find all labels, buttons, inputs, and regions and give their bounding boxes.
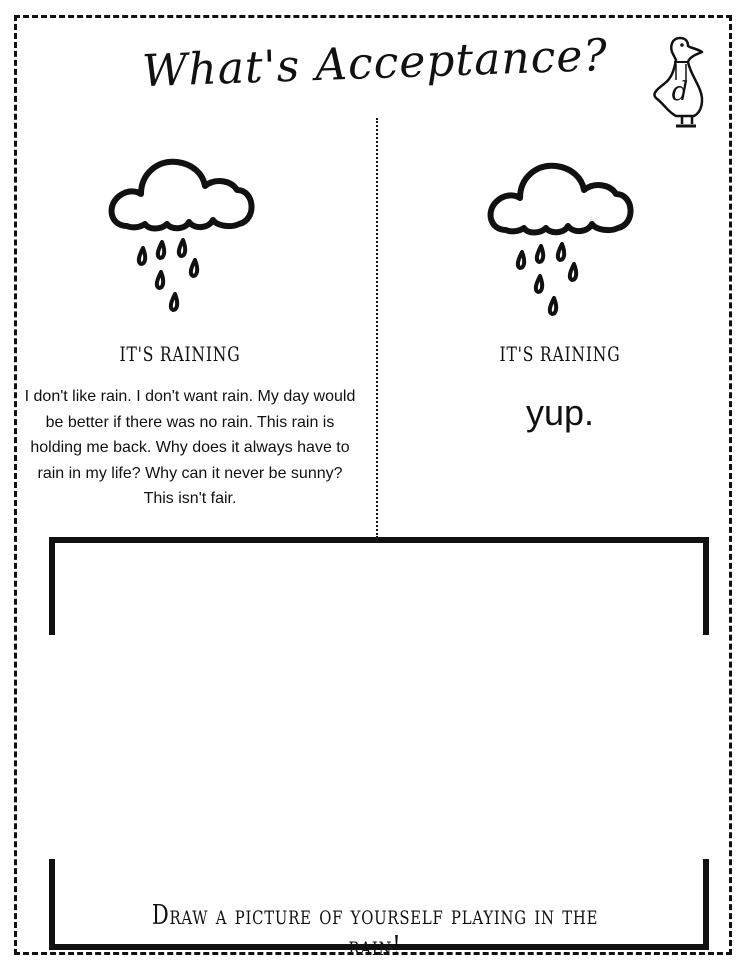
drawing-area-frame[interactable] — [49, 537, 709, 950]
right-label: IT'S RAINING — [499, 342, 621, 366]
rain-cloud-icon — [484, 152, 634, 327]
right-body-text: yup. — [525, 392, 595, 433]
footer-instruction: Draw a picture of yourself playing in the rain! — [151, 900, 599, 962]
left-label: IT'S RAINING — [119, 342, 241, 366]
rain-cloud-icon — [105, 148, 255, 323]
duck-logo-icon — [650, 34, 710, 130]
center-divider — [376, 118, 378, 538]
left-body-text: I don't like rain. I don't want rain. My day would be better if there was no rain. This rain is holding me back. Why does it always have to rain in my life? Why can it never be sunny? This isn't fair. — [24, 388, 356, 507]
page-title: What's Acceptance? — [141, 29, 609, 98]
duck-letter: d — [671, 77, 689, 107]
